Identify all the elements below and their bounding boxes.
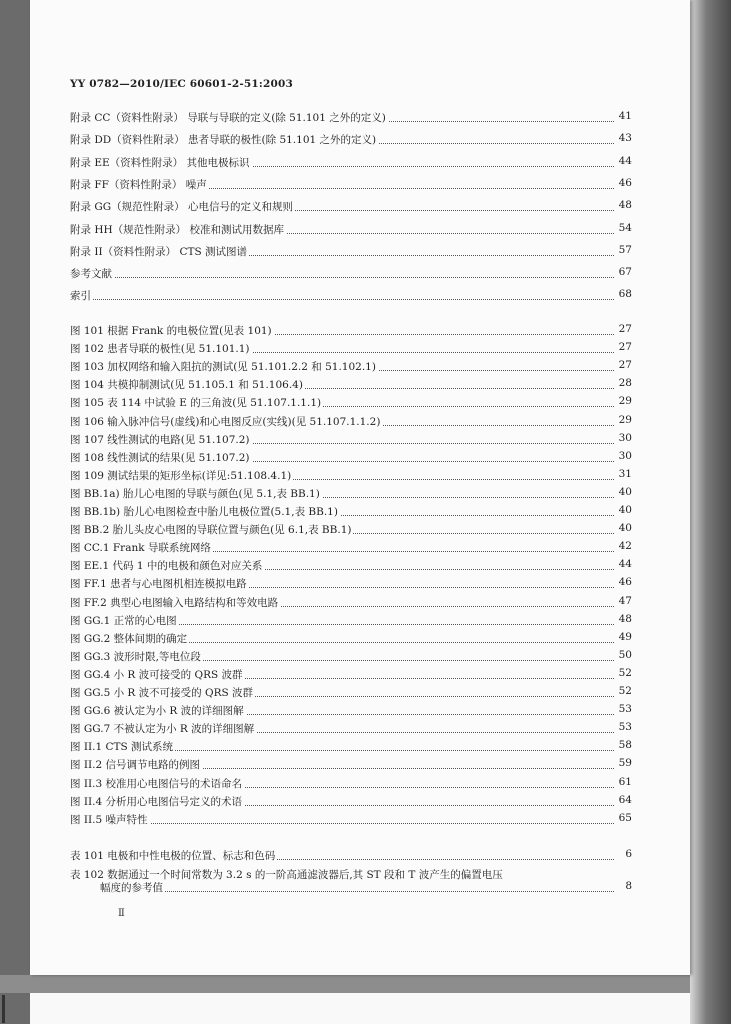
toc-entry-page: 54 [616, 222, 632, 234]
toc-entry-label: 图 109 测试结果的矩形坐标(详见:51.108.4.1) [70, 469, 292, 482]
toc-entry-page: 31 [616, 468, 632, 480]
toc-entry[interactable] [70, 522, 632, 542]
toc-entry-label: 图 107 线性测试的电路(见 51.107.2) [70, 433, 250, 446]
toc-entry-label: 图 GG.4 小 R 波可接受的 QRS 波群 [70, 668, 243, 681]
toc-entry-label: 图 101 根据 Frank 的电极位置(见表 101) [70, 325, 272, 337]
toc-entry-page: 48 [616, 199, 632, 211]
toc-entry[interactable] [70, 450, 632, 470]
toc-entry-page: 27 [616, 359, 632, 371]
toc-entry-label: 附录 EE（资料性附录） 其他电极标识 [70, 156, 250, 169]
toc-entry-label: 图 BB.2 胎儿头皮心电图的导联位置与颜色(见 6.1,表 BB.1) [70, 524, 352, 537]
toc-entry[interactable] [70, 504, 632, 524]
toc-entry-page: 6 [622, 848, 632, 860]
toc-entry[interactable] [70, 341, 632, 361]
toc-entry-label: 图 102 患者导联的极性(见 51.101.1) [70, 343, 250, 356]
toc-entry-page: 64 [616, 794, 632, 806]
page-number: Ⅱ [118, 908, 125, 919]
right-edge-shadow [690, 0, 731, 1024]
toc-entry-label: 图 GG.2 整体间期的确定 [70, 632, 188, 645]
toc-entry-page: 59 [616, 757, 632, 769]
toc-entry-page: 67 [616, 266, 632, 278]
toc-entry-page: 43 [616, 132, 632, 144]
toc-entry[interactable] [70, 177, 632, 197]
toc-entry-label: 索引 [70, 290, 91, 303]
toc-entry-label: 图 II.5 噪声特性 [70, 813, 148, 826]
toc-entry-label: 附录 FF（资料性附录） 噪声 [70, 178, 207, 191]
toc-entry-page: 65 [616, 812, 632, 824]
toc-entry-label: 图 108 线性测试的结果(见 51.107.2) [70, 451, 250, 464]
toc-entry-label: 图 103 加权网络和输入阻抗的测试(见 51.101.2.2 和 51.102.1) [70, 361, 376, 374]
toc-entry[interactable] [70, 266, 632, 286]
toc-entry-page: 57 [616, 244, 632, 256]
toc-entry-page: 41 [616, 110, 632, 122]
toc-entry-page: 8 [622, 880, 632, 892]
toc-entry[interactable] [70, 395, 632, 415]
toc-entry[interactable] [70, 794, 632, 814]
toc-entry-page: 44 [616, 155, 632, 167]
toc-entry-page: 27 [616, 341, 632, 353]
toc-entry[interactable] [70, 848, 632, 868]
toc-entry-label: 表 102 数据通过一个时间常数为 3.2 s 的一阶高通滤波器后,其 ST 段和 T 波产生的偏置电压 [70, 868, 503, 881]
toc-entry[interactable] [70, 776, 632, 796]
toc-entry-label: 图 EE.1 代码 1 中的电极和颜色对应关系 [70, 560, 263, 573]
toc-entry-label: 图 BB.1a) 胎儿心电图的导联与颜色(见 5.1,表 BB.1) [70, 487, 320, 500]
toc-entry-page: 29 [616, 395, 632, 407]
toc-entry[interactable] [70, 631, 632, 651]
toc-entry[interactable] [70, 721, 632, 741]
toc-entry-page: 49 [616, 631, 632, 643]
toc-entry-label: 附录 HH（规范性附录） 校准和测试用数据库 [70, 223, 284, 236]
toc-entry[interactable] [70, 110, 632, 130]
toc-entry-page: 52 [616, 667, 632, 679]
toc-entry-label: 图 GG.6 被认定为小 R 波的详细图解 [70, 705, 244, 718]
toc-entry-page: 46 [616, 576, 632, 588]
toc-entry[interactable] [70, 757, 632, 777]
toc-entry[interactable] [70, 222, 632, 242]
toc-entry-label: 幅度的参考值 [100, 882, 163, 894]
toc-entry-page: 48 [616, 613, 632, 625]
toc-entry-label: 图 II.4 分析用心电图信号定义的术语 [70, 795, 242, 808]
toc-entry[interactable] [70, 199, 632, 219]
toc-entry-label: 附录 DD（资料性附录） 患者导联的极性(除 51.101 之外的定义) [70, 134, 377, 147]
leader-dots [70, 299, 614, 300]
toc-entry-continuation[interactable] [100, 880, 632, 898]
toc-entry-page: 61 [616, 776, 632, 788]
toc-entry-label: 图 II.2 信号调节电路的例图 [70, 759, 200, 772]
toc-entry-label: 图 II.1 CTS 测试系统 [70, 741, 174, 754]
toc-entry[interactable] [70, 155, 632, 175]
toc-entry-label: 图 FF.1 患者与心电图机相连模拟电路 [70, 578, 247, 591]
toc-entry[interactable] [70, 613, 632, 633]
toc-entry[interactable] [70, 244, 632, 264]
toc-entry[interactable] [70, 685, 632, 705]
leader-dots [100, 891, 614, 892]
standard-header: YY 0782—2010/IEC 60601-2-51:2003 [70, 78, 294, 90]
toc-entry-label: 图 GG.5 小 R 波不可接受的 QRS 波群 [70, 687, 254, 699]
toc-entry-page: 50 [616, 649, 632, 661]
toc-entry-page: 40 [616, 486, 632, 498]
toc-entry[interactable] [70, 595, 632, 615]
toc-entry[interactable] [70, 703, 632, 723]
toc-entry-label: 附录 II（资料性附录） CTS 测试图谱 [70, 245, 248, 258]
toc-entry[interactable] [70, 540, 632, 560]
toc-entry-page: 58 [616, 739, 632, 751]
toc-entry[interactable] [70, 288, 632, 308]
toc-entry-page: 47 [616, 595, 632, 607]
toc-entry-page: 30 [616, 450, 632, 462]
toc-entry-page: 44 [616, 558, 632, 570]
toc-entry[interactable] [70, 132, 632, 152]
toc-entry-label: 表 101 电极和中性电极的位置、标志和色码 [70, 850, 276, 862]
toc-entry[interactable] [70, 468, 632, 488]
toc-entry-label: 图 BB.1b) 胎儿心电图检查中胎儿电极位置(5.1,表 BB.1) [70, 506, 338, 518]
toc-entry-label: 图 GG.1 正常的心电图 [70, 614, 177, 627]
toc-entry[interactable] [70, 432, 632, 452]
toc-entry-label: 图 II.3 校准用心电图信号的术语命名 [70, 777, 242, 790]
leader-dots [70, 277, 614, 278]
toc-entry[interactable] [70, 414, 632, 434]
toc-entry-label: 图 CC.1 Frank 导联系统网络 [70, 542, 211, 555]
toc-entry-label: 附录 CC（资料性附录） 导联与导联的定义(除 51.101 之外的定义) [70, 112, 386, 124]
toc-entry[interactable] [70, 667, 632, 687]
toc-entry-page: 28 [616, 377, 632, 389]
next-page-edge [30, 993, 690, 1024]
toc-entry-page: 53 [616, 703, 632, 715]
toc-entry-page: 68 [616, 288, 632, 300]
toc-entry-page: 42 [616, 540, 632, 552]
toc-entry[interactable] [70, 323, 632, 343]
toc-entry[interactable] [70, 486, 632, 506]
toc-entry[interactable] [70, 812, 632, 832]
toc-entry-page: 30 [616, 432, 632, 444]
toc-entry-label: 图 GG.3 波形时限,等电位段 [70, 650, 201, 663]
toc-entry-label: 图 GG.7 不被认定为小 R 波的详细图解 [70, 723, 255, 736]
toc-entry[interactable] [70, 739, 632, 759]
toc-entry-page: 53 [616, 721, 632, 733]
toc-entry[interactable] [70, 359, 632, 379]
toc-entry[interactable] [70, 558, 632, 578]
leader-dots [70, 823, 614, 824]
toc-entry-page: 46 [616, 177, 632, 189]
toc-entry-label: 图 104 共模抑制测试(见 51.105.1 和 51.106.4) [70, 379, 303, 392]
toc-entry-label: 图 105 表 114 中试验 E 的三角波(见 51.107.1.1.1) [70, 397, 322, 410]
toc-entry[interactable] [70, 649, 632, 669]
toc-entry-page: 52 [616, 685, 632, 697]
toc-entry-label: 附录 GG（规范性附录） 心电信号的定义和规则 [70, 201, 293, 214]
toc-entry[interactable] [70, 377, 632, 397]
toc-entry-page: 40 [616, 504, 632, 516]
toc-entry-label: 图 FF.2 典型心电图输入电路结构和等效电路 [70, 596, 279, 609]
scan-mark [2, 995, 5, 1023]
toc-entry-label: 图 106 输入脉冲信号(虚线)和心电图反应(实线)(见 51.107.1.1.2) [70, 415, 381, 428]
toc-entry-page: 29 [616, 414, 632, 426]
page-gap [0, 975, 690, 993]
toc-entry-label: 参考文献 [70, 268, 112, 281]
toc-entry-page: 27 [616, 323, 632, 335]
toc-entry-page: 40 [616, 522, 632, 534]
toc-entry[interactable] [70, 576, 632, 596]
